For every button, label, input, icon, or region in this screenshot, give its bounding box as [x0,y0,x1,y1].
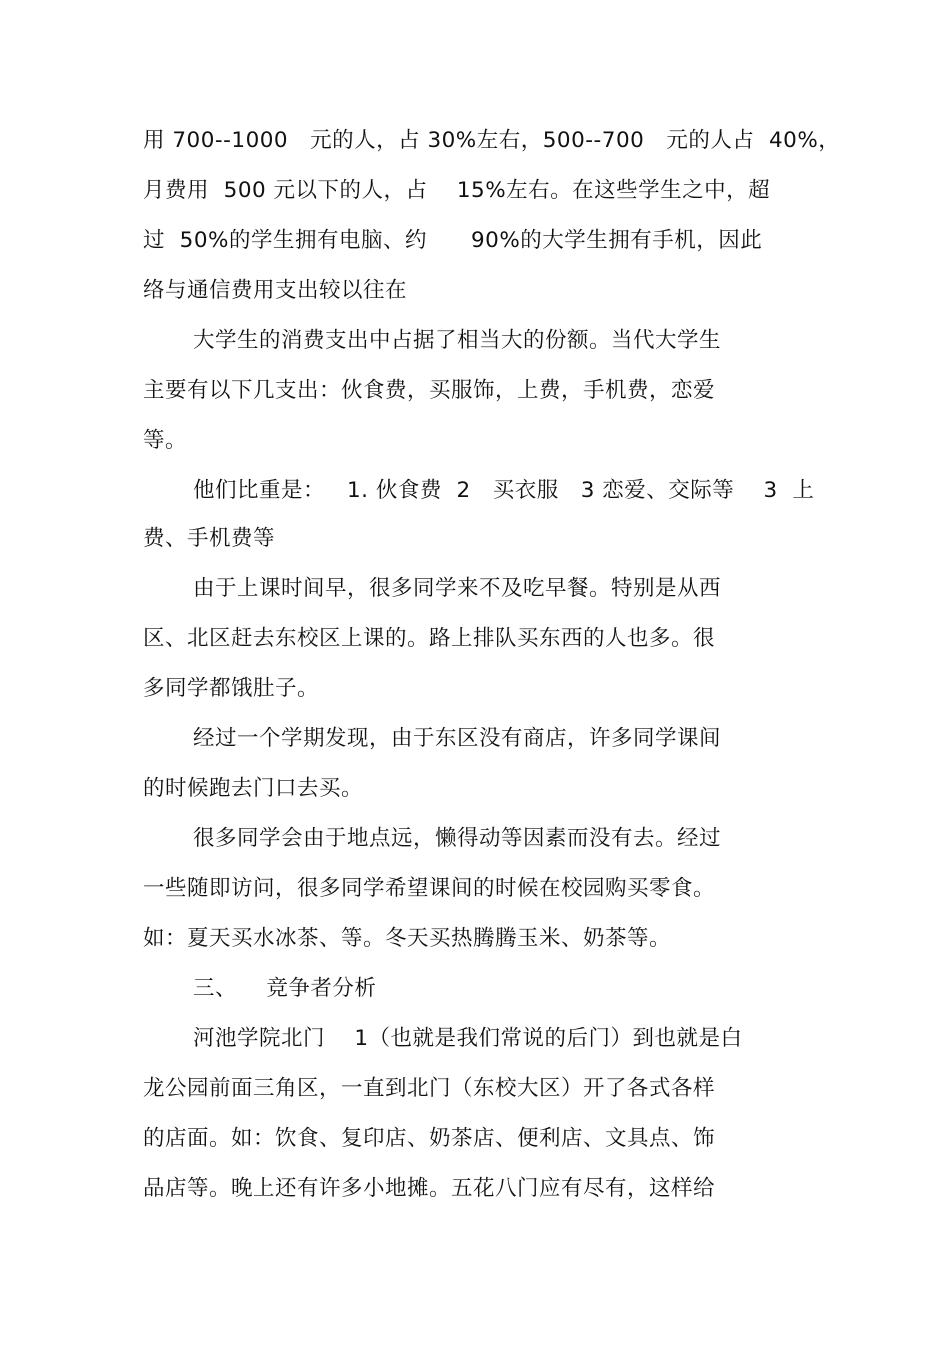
text-line-10: 由于上课时间早，很多同学来不及吃早餐。特别是从西 [193,576,722,601]
text-line-1: 用 700--1000 元的人，占 30%左右，500--700 元的人占 40%， [143,128,841,153]
text-line-9: 费、手机费等 [143,526,276,551]
text-line-14: 的时候跑去门口去买。 [143,776,364,801]
text-line-3: 过 50%的学生拥有电脑、约 90%的大学生拥有手机，因此 [143,228,763,253]
text-line-13: 经过一个学期发现，由于东区没有商店，许多同学课间 [193,726,722,751]
text-line-2: 月费用 500 元以下的人，占 15%左右。在这些学生之中，超 [143,178,771,203]
text-line-4: 络与通信费用支出较以往在 [143,278,408,303]
text-line-15: 很多同学会由于地点远，懒得动等因素而没有去。经过 [193,826,722,851]
text-line-8: 他们比重是： 1. 伙食费 2 买衣服 3 恋爱、交际等 3 上 [193,478,815,503]
text-line-20: 龙公园前面三角区，一直到北门（东校大区）开了各式各样 [143,1076,716,1101]
section-heading: 三、 竞争者分析 [193,976,377,1001]
text-line-19: 河池学院北门 1（也就是我们常说的后门）到也就是白 [193,1026,743,1051]
text-line-6: 主要有以下几支出：伙食费，买服饰，上费，手机费，恋爱 [143,378,716,403]
text-line-16: 一些随即访问，很多同学希望课间的时候在校园购买零食。 [143,876,716,901]
text-line-21: 的店面。如：饮食、复印店、奶茶店、便利店、文具点、饰 [143,1126,716,1151]
text-line-7: 等。 [143,428,188,453]
text-line-17: 如：夏天买水冰茶、等。冬天买热腾腾玉米、奶茶等。 [143,926,672,951]
text-line-22: 品店等。晚上还有许多小地摊。五花八门应有尽有，这样给 [143,1176,716,1201]
text-line-12: 多同学都饿肚子。 [143,676,320,701]
text-line-11: 区、北区赶去东校区上课的。路上排队买东西的人也多。很 [143,626,716,651]
text-line-5: 大学生的消费支出中占据了相当大的份额。当代大学生 [193,328,722,353]
